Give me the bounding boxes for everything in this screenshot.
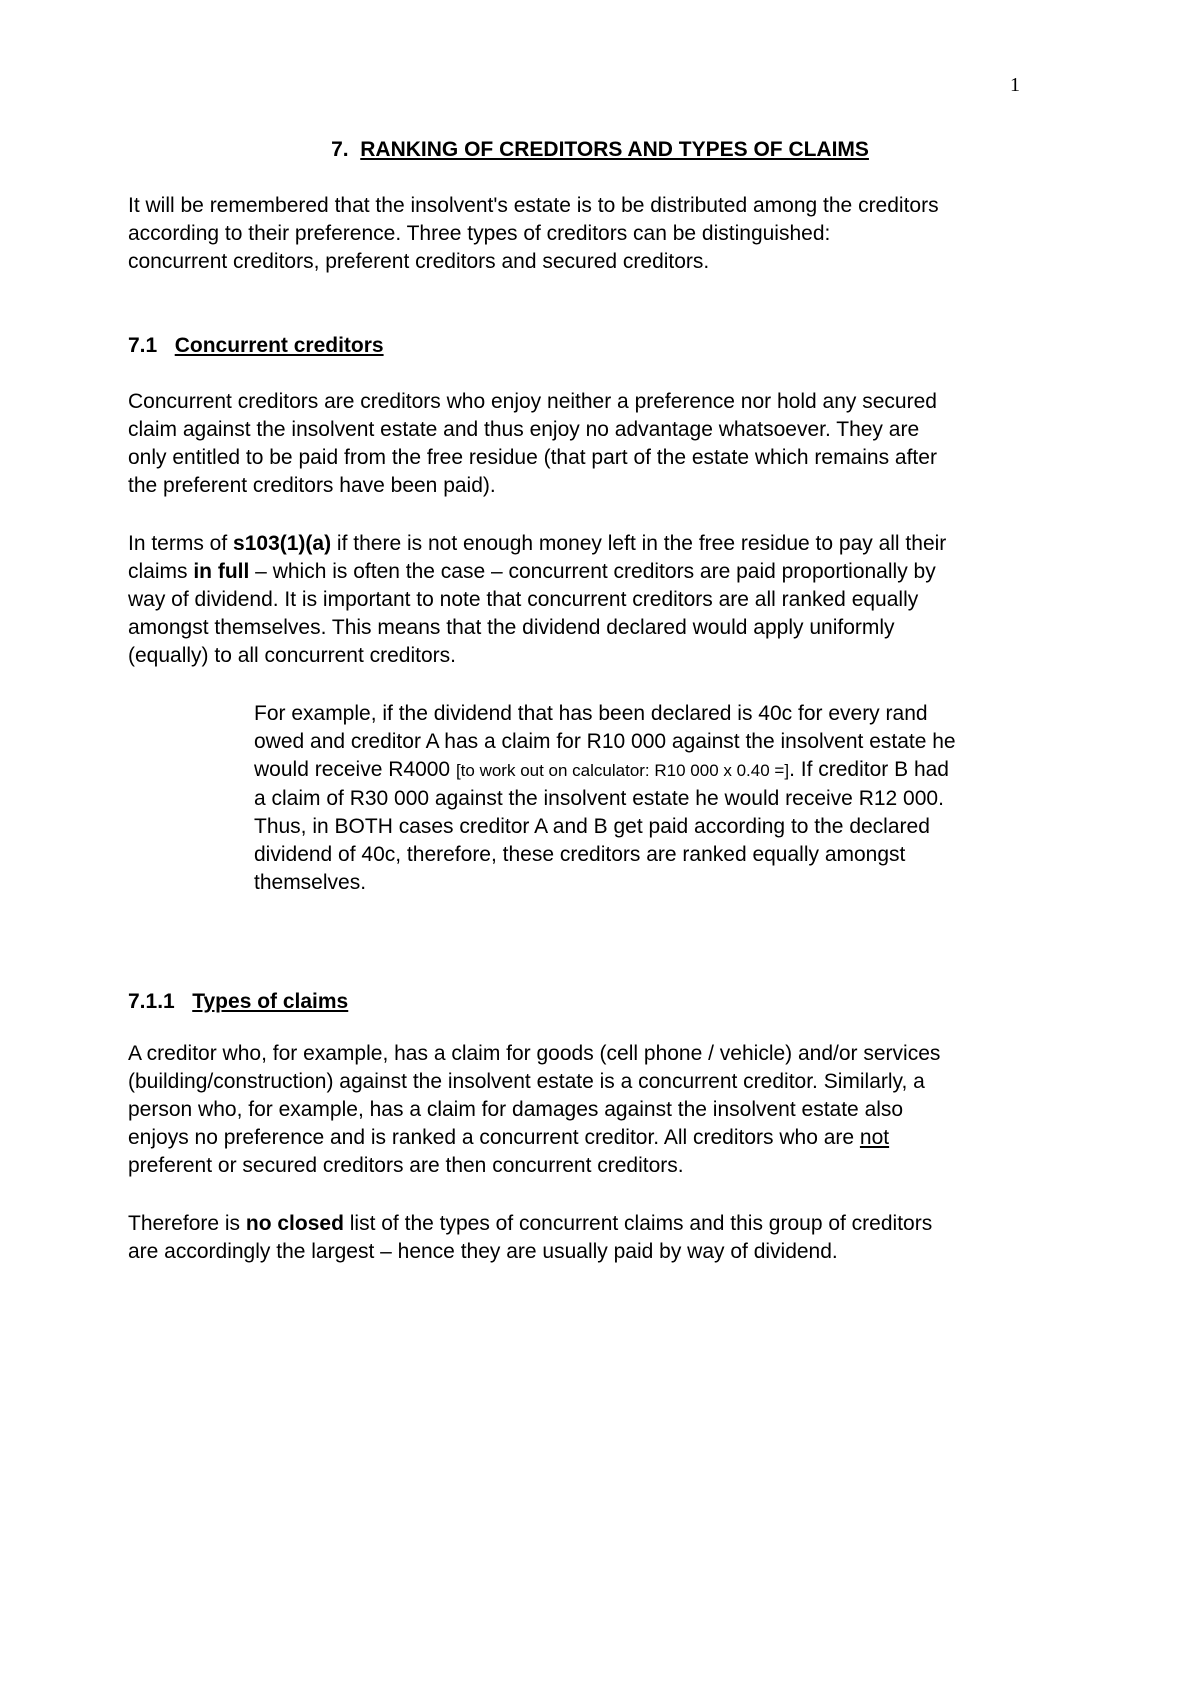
text-run: would receive R4000: [254, 758, 456, 781]
section-number: 7.1: [128, 334, 158, 357]
paragraph-line: preferent or secured creditors are then concurrent creditors.: [128, 1154, 684, 1177]
text-run: list of the types of concurrent claims and this group of creditors: [343, 1212, 933, 1235]
section-number: 7.1.1: [128, 990, 175, 1013]
text-run: – which is often the case – concurrent creditors are paid proportionally by: [249, 560, 936, 583]
paragraph-line: A creditor who, for example, has a claim for goods (cell phone / vehicle) and/or services: [128, 1042, 941, 1065]
section-reference: s103(1)(a): [233, 532, 332, 555]
example-paragraph: [254, 700, 1094, 897]
paragraph-line: [128, 530, 1088, 558]
example-line: themselves.: [254, 871, 367, 894]
paragraph-line: [128, 1124, 1088, 1152]
types-paragraph-2: [128, 1210, 1088, 1266]
example-line: a claim of R30 000 against the insolvent estate he would receive R12 000.: [254, 787, 944, 810]
paragraph-line: person who, for example, has a claim for damages against the insolvent estate also: [128, 1098, 904, 1121]
text-run: claims: [128, 560, 194, 583]
paragraph-line: (building/construction) against the insolvent estate is a concurrent creditor. Similarly, a: [128, 1070, 925, 1093]
text-run: enjoys no preference and is ranked a concurrent creditor. All creditors who are: [128, 1126, 860, 1149]
concurrent-paragraph-1: [128, 388, 1088, 500]
example-line: [254, 756, 1094, 785]
title-text: RANKING OF CREDITORS AND TYPES OF CLAIMS: [360, 138, 869, 161]
emphasis-not: not: [859, 1126, 890, 1149]
text-run: . If creditor B had: [789, 758, 949, 781]
text-run: if there is not enough money left in the free residue to pay all their: [331, 532, 947, 555]
section-title: Types of claims: [192, 990, 349, 1013]
paragraph-line: [128, 558, 1088, 586]
title-number: 7.: [331, 138, 349, 161]
emphasis-in-full: in full: [193, 560, 250, 583]
intro-line: It will be remembered that the insolvent's estate is to be distributed among the creditors: [128, 194, 939, 217]
page-number: 1: [1010, 74, 1020, 96]
section-7-1-heading: [128, 332, 1088, 360]
text-run: In terms of: [128, 532, 234, 555]
paragraph-line: are accordingly the largest – hence they are usually paid by way of dividend.: [128, 1240, 838, 1263]
example-line: owed and creditor A has a claim for R10 000 against the insolvent estate he: [254, 730, 956, 753]
paragraph-line: [128, 1210, 1088, 1238]
text-run: Therefore is: [128, 1212, 246, 1235]
paragraph-line: (equally) to all concurrent creditors.: [128, 644, 456, 667]
intro-paragraph: [128, 192, 1088, 276]
paragraph-line: Concurrent creditors are creditors who enjoy neither a preference nor hold any secured: [128, 390, 937, 413]
intro-line: according to their preference. Three types of creditors can be distinguished:: [128, 222, 831, 245]
paragraph-line: amongst themselves. This means that the dividend declared would apply uniformly: [128, 616, 895, 639]
paragraph-line: only entitled to be paid from the free residue (that part of the estate which remains after: [128, 446, 937, 469]
paragraph-line: claim against the insolvent estate and thus enjoy no advantage whatsoever. They are: [128, 418, 920, 441]
section-title: Concurrent creditors: [174, 334, 384, 357]
example-line: dividend of 40c, therefore, these creditors are ranked equally amongst: [254, 843, 906, 866]
page-title: [0, 138, 1200, 162]
section-7-1-1-heading: [128, 988, 1088, 1016]
example-line: For example, if the dividend that has been declared is 40c for every rand: [254, 702, 928, 725]
paragraph-line: way of dividend. It is important to note that concurrent creditors are all ranked equally: [128, 588, 919, 611]
concurrent-paragraph-2: [128, 530, 1088, 670]
paragraph-line: the preferent creditors have been paid).: [128, 474, 496, 497]
intro-line: concurrent creditors, preferent creditors and secured creditors.: [128, 250, 710, 273]
example-line: Thus, in BOTH cases creditor A and B get paid according to the declared: [254, 815, 930, 838]
emphasis-no-closed: no closed: [245, 1212, 344, 1235]
types-paragraph-1: [128, 1040, 1088, 1180]
calculator-note: [to work out on calculator: R10 000 x 0.40 =]: [455, 761, 790, 780]
